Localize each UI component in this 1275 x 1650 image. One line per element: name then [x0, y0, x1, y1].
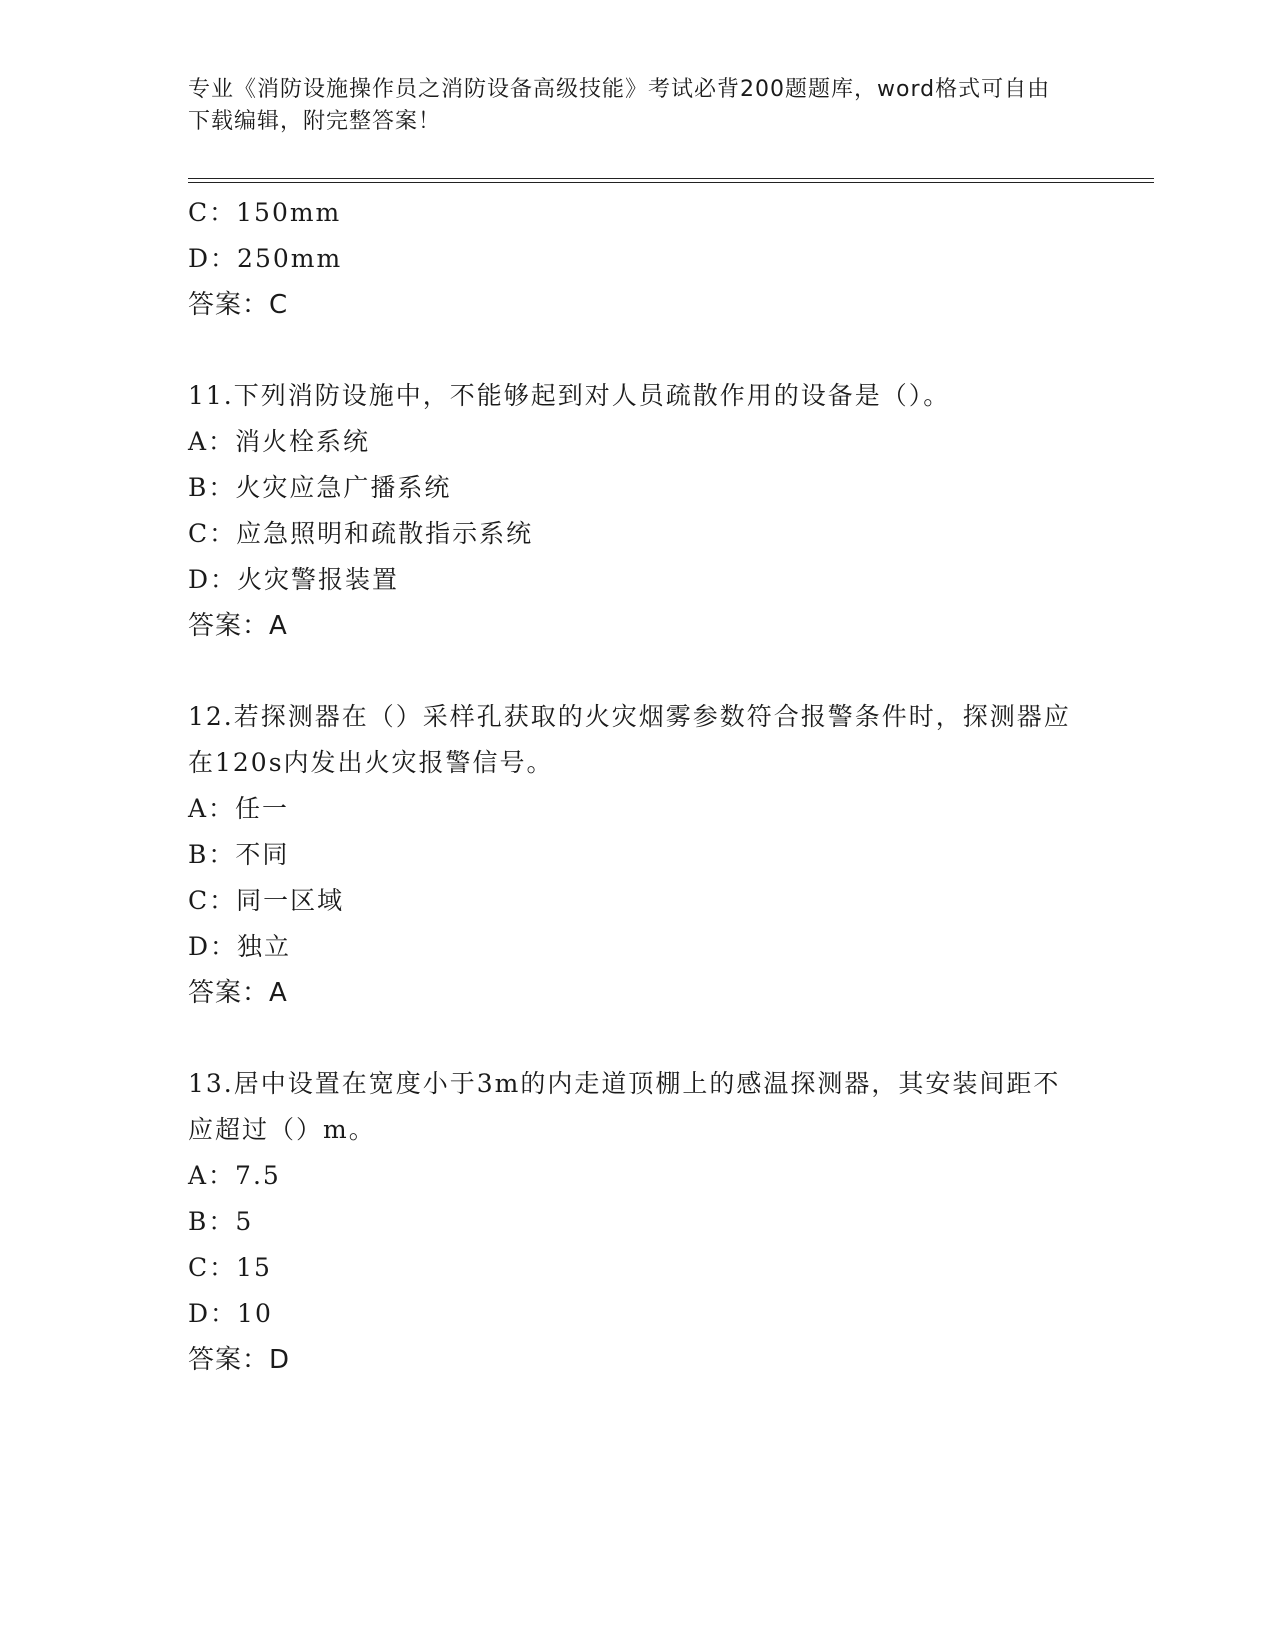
- option-b: B：不同: [188, 840, 290, 869]
- answer: 答案：A: [188, 978, 288, 1008]
- option-d: D：独立: [188, 932, 292, 961]
- question-11: [188, 373, 1078, 649]
- question-12: [188, 694, 1078, 1016]
- option-c: C：150mm: [188, 198, 342, 227]
- option-c: C：15: [188, 1253, 272, 1282]
- answer: 答案：D: [188, 1345, 291, 1375]
- question-text: 12.若探测器在（）采样孔获取的火灾烟雾参数符合报警条件时，探测器应在120s内发出火灾报警信号。: [188, 702, 1071, 777]
- option-a: A：7.5: [188, 1161, 281, 1190]
- question-13: [188, 1061, 1078, 1383]
- header-double-rule: [188, 178, 1154, 183]
- option-d: D：250mm: [188, 244, 343, 273]
- question-text: 11.下列消防设施中，不能够起到对人员疏散作用的设备是（）。: [188, 381, 951, 410]
- option-b: B：火灾应急广播系统: [188, 473, 452, 502]
- answer: 答案：A: [188, 611, 288, 641]
- document-body: [188, 190, 1078, 1383]
- answer: 答案：C: [188, 290, 289, 320]
- option-a: A：消火栓系统: [188, 427, 371, 456]
- option-c: C：应急照明和疏散指示系统: [188, 519, 534, 548]
- option-d: D：10: [188, 1299, 273, 1328]
- option-a: A：任一: [188, 794, 290, 823]
- continued-question: [188, 190, 1078, 328]
- option-d: D：火灾警报装置: [188, 565, 400, 594]
- question-text: 13.居中设置在宽度小于3m的内走道顶棚上的感温探测器，其安装间距不应超过（）m。: [188, 1069, 1061, 1144]
- option-b: B：5: [188, 1207, 254, 1236]
- option-c: C：同一区域: [188, 886, 345, 915]
- document-header: 专业《消防设施操作员之消防设备高级技能》考试必背200题题库，word格式可自由下载编辑，附完整答案！: [188, 77, 1051, 134]
